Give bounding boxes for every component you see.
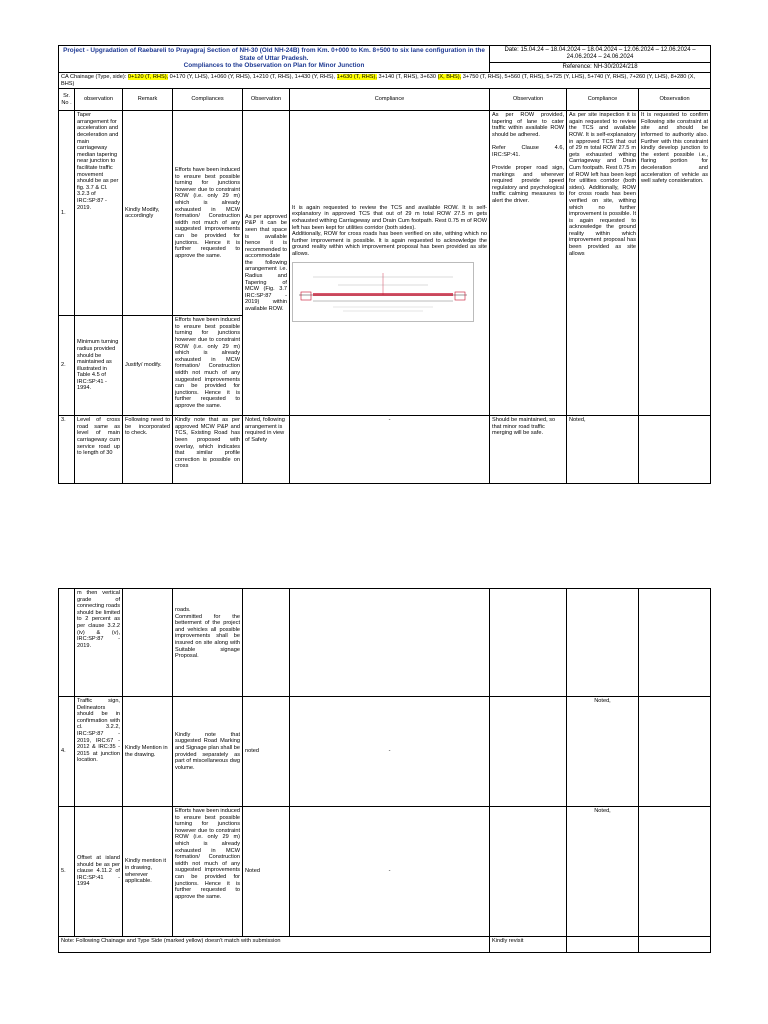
chainage-highlight-3: (X, BHS),: [437, 74, 462, 80]
remark-cell: Following need to be incorporated to check.: [123, 416, 173, 484]
chainage-middle-2: 3+140 (T, RHS), 3+630: [376, 74, 436, 80]
table-row: [59, 697, 711, 807]
col-observation-3: Observation: [490, 89, 567, 111]
table-row: [59, 589, 711, 697]
observation-cell: Level of cross road same as level of main carriageway cum service road up to length of 30: [75, 416, 123, 484]
observation2-cell: Noted: [243, 807, 290, 937]
col-compliance-2: Compliance: [290, 89, 490, 111]
compliance2-cell: -: [290, 697, 490, 807]
compliance3-cell: [567, 589, 639, 697]
observation2-cell: Noted, following arrangement is required in view of Safety: [243, 416, 290, 484]
compliance3-cell: Noted,: [567, 416, 639, 484]
observation4-cell: [639, 416, 711, 484]
row-number: 4.: [59, 697, 75, 807]
cross-section-svg: [293, 263, 473, 321]
chainage-prefix: CA Chainage (Type, side):: [61, 74, 127, 80]
date-reference-cell: [490, 46, 711, 73]
observation3-cell: As per ROW provided, tapering of lane to cater traffic within available ROW should be adhered. Refer Clause 4.6, IRC:SP:41. Provide proper road sign, markings and wherever required provide speed regulatory and psychological traffic calming measures to alert the driver.: [490, 111, 567, 416]
compliance3-cell: Noted,: [567, 807, 639, 937]
compliance3-cell: As per site inspection it is again requested to review the TCS and available ROW. It is self-explanatory in approved TCS that out of 29 m total ROW 27.5 m gets exhausted withing Carriageway and Drain Cum footpath. Rest 0.75 m of ROW left has been kept for utilities corridor (both sides). Additionally, ROW for cross roads has been verified on site, withing which no further improvement is possible. It is again requested to acknowledge the ground reality within which improvement proposal has been provided as site allows: [567, 111, 639, 416]
row-number: 1.: [59, 111, 75, 316]
row-number: [59, 589, 75, 697]
observation-cell: Taper arrangement for acceleration and deceleration and main carriageway median tapering near junction to facilitate traffic movement should be as per fig. 3.7 & Cl. 3.2.3 of IRC:SP:87 - 2019.: [75, 111, 123, 316]
observation3-cell: [490, 807, 567, 937]
footer-note: Note: Following Chainage and Type Side (marked yellow) doesn't match with submission: [59, 937, 490, 953]
compliance-cell: Efforts have been induced to ensure best possible turning for junctions however due to constraint ROW (i.e. only 29 m) which is already exhausted in MCW formation/ Construction width not much of any suggested improvements can be provided for junctions. Hence it is further requested to approve the same.: [173, 316, 243, 416]
project-title: [59, 46, 490, 73]
col-compliances-1: Compliances: [173, 89, 243, 111]
chainage-rest: 3+750 (T, RHS), 5+560 (T, RHS), 5+725 (Y, LHS), 5+740 (Y, RHS), 7+260 (Y, LHS), 8+280 (X, BHS): [61, 74, 696, 87]
col-observation-4: Observation: [639, 89, 711, 111]
footer-revisit: Kindly revisit: [490, 937, 567, 953]
row-number: 3.: [59, 416, 75, 484]
compliance-cell: Efforts have been induced to ensure best possible turning for junctions however due to constraint ROW (i.e. only 29 m) which is already exhausted in MCW formation/ Construction width not much of any suggested improvements can be provided for junctions. Hence it is further requested to approve the same.: [173, 807, 243, 937]
remark-cell: Kindly mention it in drawing, wherever applicable.: [123, 807, 173, 937]
compliance-table-part1: [58, 45, 710, 484]
col-compliance-3: Compliance: [567, 89, 639, 111]
observation-cell: Traffic sign, Delineators should be in confirmation with cl. 3.2.2, IRC:SP:87 - 2019, IRC:67 - 2012 & IRC:35 - 2015 at junction location.: [75, 697, 123, 807]
project-title-line2: Compliances to the Observation on Plan for Minor Junction: [183, 62, 365, 70]
footer-empty-2: [639, 937, 711, 953]
observation4-cell: It is requested to confirm Following site constraint at site and should be informed to authority also. Further with this constraint kindly develop junction to the extent possible i.e., flaring portion for deceleration and acceleration of vehicle as well safety consideration.: [639, 111, 711, 416]
observation4-cell: [639, 589, 711, 697]
observation-cell: Minimum turning radius provided should be maintained as illustrated in Table 4.5 of IRC:SP:41 - 1994.: [75, 316, 123, 416]
observation4-cell: [639, 697, 711, 807]
col-sr-no: Sr. No .: [59, 89, 75, 111]
compliance2-text: It is again requested to review the TCS and available ROW. It is self-explanatory in approved TCS that out of 29 m total ROW 27.5 m gets exhausted withing Carriageway and Drain Cum footpath. Rest 0.75 m of ROW left has been kept for utilities corridor (both sides). Additionally, ROW for cross roads has been verified on site, withing which no further improvement is possible. It is again requested to acknowledge the ground reality within which improvement proposal has been provided as site allows.: [292, 204, 488, 257]
chainage-highlight-1: 0+120 (T, RHS),: [127, 74, 169, 80]
compliance-cell: roads. Committed for the betterment of the project and vehicles all possible improvements shall be insured on site along with Suitable signage Proposal.: [173, 589, 243, 697]
footer-empty-1: [567, 937, 639, 953]
col-remark: Remark: [123, 89, 173, 111]
chainage-middle-1: 0+170 (Y, LHS), 1+060 (Y, RHS), 1+210 (T, RHS), 1+430 (Y, RHS),: [168, 74, 336, 80]
remark-cell: [123, 589, 173, 697]
table-row: [59, 111, 711, 316]
observation2-cell: [243, 589, 290, 697]
observation2-cell: As per approved P&P it can be seen that space is available hence it is recommended to accommodate the following arrangement i.e. Radius and Tapering of MCW (Fig. 3.7 IRC:SP:87 - 2019) within available ROW.: [243, 111, 290, 416]
reference-text: Reference: NH-30/2024/218: [562, 64, 638, 70]
footer-note-row: [59, 937, 711, 953]
compliance2-cell: -: [290, 416, 490, 484]
continuation-table: [58, 588, 711, 953]
project-title-line1: Project - Upgradation of Raebareli to Prayagraj Section of NH-30 (Old NH-24B) from Km. 0+000 to Km. 8+500 to six lane configuration in the State of Uttar Pradesh.: [63, 47, 485, 62]
col-observation-1: observation: [75, 89, 123, 111]
compliance2-cell: [290, 111, 490, 416]
compliance-cell: Efforts have been induced to ensure best possible turning for junctions however due to constraint ROW (i.e. only 29 m) which is already exhausted in MCW formation/ Construction width not much of any suggested improvements can be provided for junctions. Hence it is further requested to approve the same.: [173, 111, 243, 316]
compliance-table-part2: [58, 588, 710, 953]
table-row: [59, 416, 711, 484]
observation-cell: m then vertical grade of connecting roads should be limited to 2 percent as per clause 3.2.2 (iv) & (v), IRC:SP:87 - 2019.: [75, 589, 123, 697]
remark-cell: Kindly Modify, accordingly: [123, 111, 173, 316]
right-drain-shape: [455, 292, 465, 300]
date-text: Date: 15.04.24 – 18.04.2024 – 18.04.2024 – 12.06.2024 – 12.06.2024 – 24.06.2024 – 24.06.2024: [490, 46, 710, 63]
remark-cell: Justify/ modify.: [123, 316, 173, 416]
observation3-cell: Should be maintained, so that minor road traffic merging will be safe.: [490, 416, 567, 484]
junction-cross-section-drawing: [292, 262, 474, 322]
compliance2-cell: -: [290, 807, 490, 937]
compliance3-cell: Noted,: [567, 697, 639, 807]
row-number: 5.: [59, 807, 75, 937]
observation4-cell: [639, 807, 711, 937]
observation3-cell: [490, 697, 567, 807]
header-table: [58, 45, 711, 484]
left-drain-shape: [301, 292, 311, 300]
observation2-cell: noted: [243, 697, 290, 807]
observation3-cell: [490, 589, 567, 697]
row-number: 2.: [59, 316, 75, 416]
table-row: [59, 807, 711, 937]
compliance2-cell: [290, 589, 490, 697]
column-header-row: [59, 89, 711, 111]
compliance-cell: Kindly note that suggested Road Marking and Signage plan shall be provided separately as part of miscellaneous dwg volume.: [173, 697, 243, 807]
observation-cell: Offset at island should be as per clause 4.11.2 of IRC:SP:41 - 1994: [75, 807, 123, 937]
col-observation-2: Observation: [243, 89, 290, 111]
remark-cell: Kindly Mention in the drawing.: [123, 697, 173, 807]
chainage-row: [59, 73, 711, 89]
chainage-highlight-2: 1+630 (T, RHS),: [336, 74, 377, 80]
compliance-cell: Kindly note that as per approved MCW P&P and TCS, Existing Road has been proposed with overlay, which indicates that similar profile correction is possible on cross: [173, 416, 243, 484]
